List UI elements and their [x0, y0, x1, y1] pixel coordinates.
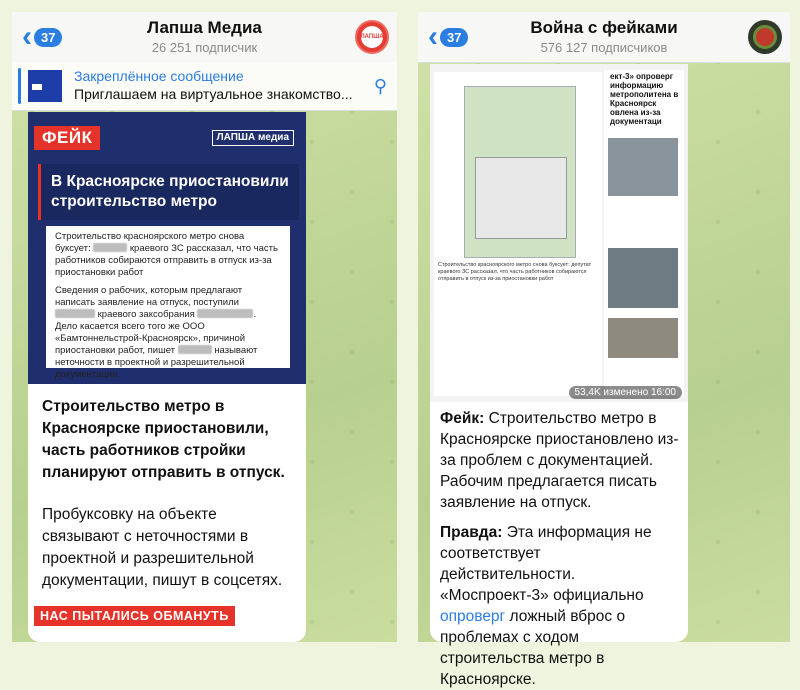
- channel-title[interactable]: Война с фейками: [530, 18, 678, 37]
- card-headline-box: [38, 164, 299, 220]
- redacted-name: [197, 309, 253, 318]
- message-body-text: Пробуксовку на объекте связывают с неточностями в проектной и разрешительной документации, пишут в соцсетях.: [42, 506, 283, 589]
- channel-title[interactable]: Лапша Медиа: [147, 18, 262, 37]
- truth-text-b: ложный вброс о проблемах с ходом строительства метро в Красноярске.: [440, 608, 626, 688]
- right-phone-screen: [418, 12, 790, 688]
- views-edited-badge: 53,4K изменено 16:00: [569, 386, 683, 399]
- message-bold-text: Строительство метро в Красноярске приостановили, часть работников стройки планируют отправить в отпуск.: [42, 398, 285, 481]
- chevron-left-icon: ‹: [428, 20, 438, 53]
- screenshot-side-column: [604, 70, 684, 396]
- channel-message[interactable]: [28, 112, 306, 642]
- screenshot-article-column: [434, 72, 602, 396]
- card-quote-box: [46, 226, 290, 380]
- fake-badge: ФЕЙК: [34, 126, 100, 150]
- channel-message[interactable]: [430, 64, 688, 688]
- subscriber-count: 26 251 подписчик: [151, 40, 258, 55]
- truth-label: Правда:: [440, 524, 503, 541]
- card-headline: В Красноярске приостановили строительство метро: [51, 173, 289, 210]
- screenshot-document: [475, 157, 567, 239]
- pinned-text: Приглашаем на виртуальное знакомство...: [74, 86, 353, 102]
- chevron-left-icon: ‹: [22, 20, 32, 53]
- unread-count-badge: 37: [440, 28, 468, 47]
- fake-news-card-image[interactable]: [28, 112, 306, 384]
- card-paragraph-1: Строительство красноярского метро снова буксует: краевого ЗС рассказал, что часть работников собираются отправить в отпуск из-за приостановки работ: [55, 231, 278, 278]
- screenshot-chat-image: [464, 86, 576, 258]
- channel-header: [12, 12, 397, 63]
- truth-statement: [440, 522, 680, 690]
- redacted-name: [55, 309, 95, 318]
- pinned-indicator: [18, 68, 21, 104]
- channel-header: [418, 12, 790, 63]
- fake-statement: [440, 408, 680, 513]
- fake-label: Фейк:: [440, 410, 485, 427]
- hashtag-banner: НАС ПЫТАЛИСЬ ОБМАНУТЬ: [34, 606, 235, 626]
- screenshot-caption: Строительство красноярского метро снова буксует: депутат краевого ЗС рассказал, что часть работников собираются отправить в отпуск из-за приостановки работ: [438, 262, 592, 282]
- channel-avatar[interactable]: [355, 20, 389, 54]
- channel-avatar[interactable]: [748, 20, 782, 54]
- fake-text: Строительство метро в Красноярске приостановлено из-за проблем с документацией. Рабочим предлагается писать заявление на отпуск.: [440, 410, 679, 511]
- pinned-list-icon[interactable]: ⚲: [373, 76, 387, 96]
- screenshot-photo: [608, 248, 678, 308]
- screenshot-headline: ект-3» опроверг информацию метрополитена в Красноярск овлена из-за документаци: [610, 72, 679, 126]
- avatar-emblem-icon: [753, 25, 777, 49]
- redacted-name: [93, 243, 127, 252]
- lapsha-logo: ЛАПША медиа: [212, 130, 294, 146]
- pinned-message-bar[interactable]: [12, 62, 397, 111]
- subscriber-count: 576 127 подписчиков: [540, 40, 668, 55]
- avatar-logo-text: ЛАПША: [361, 26, 383, 48]
- article-screenshot-image[interactable]: [430, 64, 688, 402]
- unread-count-badge: 37: [34, 28, 62, 47]
- card-paragraph-2: Сведения о рабочих, которым предлагают написать заявление на отпуск, поступили краевого заксобрания . Дело касается всего того же ООО «Бамтоннельстрой-Красноярск», причиной приостановки работ, пишет называют неточности в проектной и разрешительной документации.: [55, 285, 258, 380]
- refutation-link[interactable]: опроверг: [440, 608, 506, 625]
- left-phone-screen: [12, 12, 397, 642]
- screenshot-photo: [608, 318, 678, 358]
- pinned-title: Закреплённое сообщение: [74, 68, 244, 84]
- pinned-thumbnail: [28, 70, 62, 102]
- screenshot-photo: [608, 138, 678, 196]
- truth-text-a: Эта информация не соответствует действительности. «Моспроект-3» официально: [440, 524, 652, 604]
- redacted-name: [178, 345, 212, 354]
